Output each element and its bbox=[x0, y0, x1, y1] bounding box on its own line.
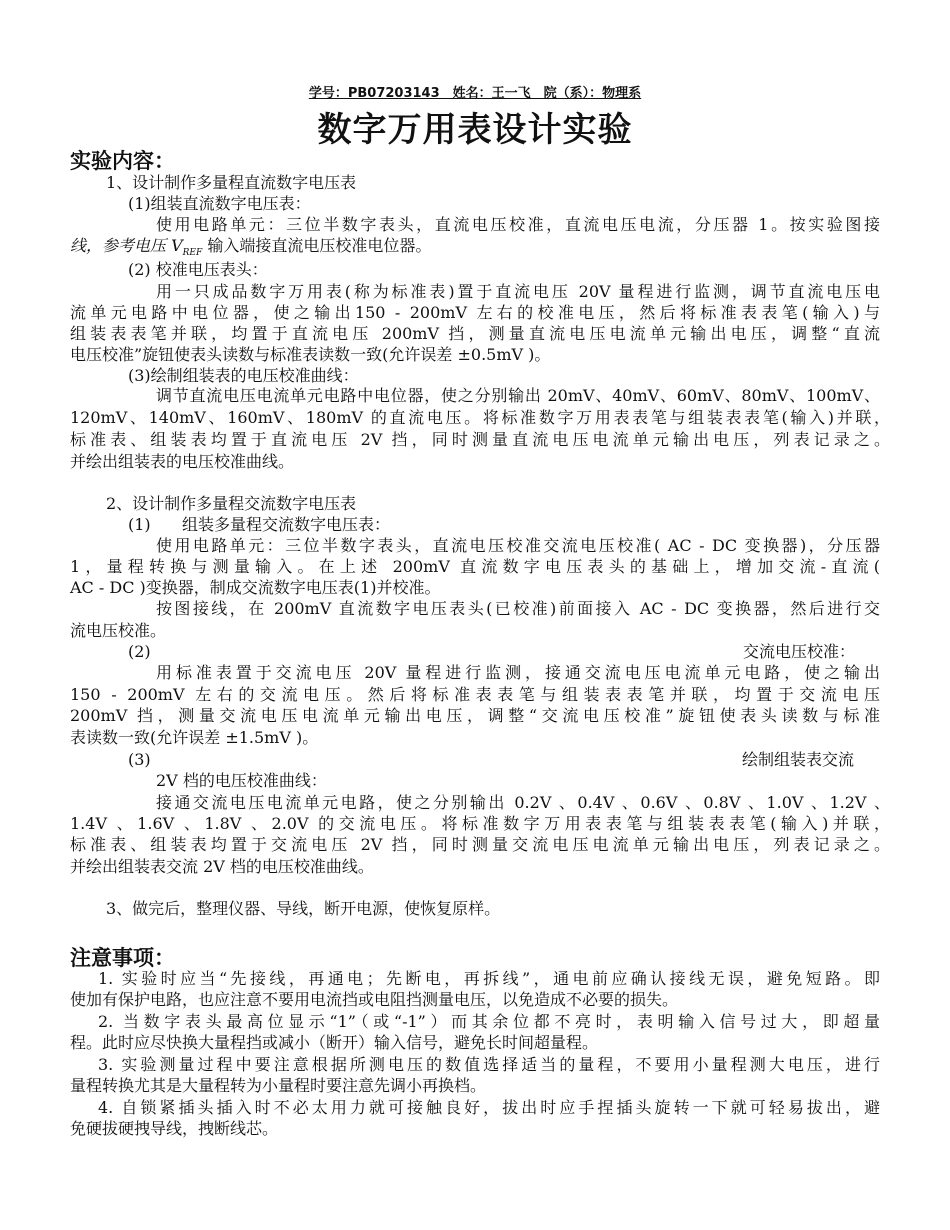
paragraph-line: 1.4V 、1.6V 、1.8V 、2.0V 的交流电压。将标准数字万用表表笔与组装表表笔(输入)并联， bbox=[70, 814, 890, 833]
paragraph-line: 并绘出组装表的电压校准曲线。 bbox=[70, 452, 295, 471]
section-heading-content: 实验内容： bbox=[70, 149, 175, 173]
section-heading-notes: 注意事项： bbox=[70, 946, 175, 970]
subitem-2-2-title: 交流电压校准： bbox=[743, 642, 856, 661]
item-2-title: 2、设计制作多量程交流数字电压表 bbox=[106, 494, 357, 513]
item-3-title: 3、做完后，整理仪器、导线，断开电源，使恢复原样。 bbox=[106, 899, 501, 918]
paragraph-line: 调节直流电压电流单元电路中电位器，使之分别输出 20mV、40mV、60mV、80mV、100mV、 bbox=[156, 386, 880, 405]
paragraph-line: 1，量程转换与测量输入。在上述 200mV 直流数字电压表头的基础上，增加交流-直流( bbox=[70, 557, 880, 576]
note-line: 量程转换尤其是大量程转为小量程时要注意先调小再换档。 bbox=[70, 1076, 487, 1095]
paragraph-line: 流电压校准。 bbox=[70, 621, 167, 640]
subitem-2-3-title: 绘制组装表交流 bbox=[742, 750, 855, 769]
subitem-2-3-number: (3) bbox=[128, 750, 151, 769]
paragraph-line: 使用电路单元：三位半数字表头，直流电压校准交流电压校准( AC - DC 变换器)，分压器 bbox=[156, 536, 880, 555]
note-line: 免硬拔硬拽导线，拽断线芯。 bbox=[70, 1119, 279, 1138]
subitem-1-2: (2) 校准电压表头： bbox=[128, 260, 268, 279]
paragraph-line: 用一只成品数字万用表(称为标准表)置于直流电压 20V 量程进行监测，调节直流电压电 bbox=[156, 282, 880, 301]
document-title: 数字万用表设计实验 bbox=[317, 110, 633, 150]
item-1-title: 1、设计制作多量程直流数字电压表 bbox=[106, 173, 357, 192]
subitem-2-1-title: 组装多量程交流数字电压表： bbox=[182, 515, 391, 534]
paragraph-line: 使用电路单元：三位半数字表头，直流电压校准，直流电压电流，分压器 1。按实验图接 bbox=[156, 215, 880, 234]
paragraph-line: 表读数一致(允许误差 ±1.5mV )。 bbox=[70, 728, 319, 747]
paragraph-line: 150 - 200mV 左右的交流电压。然后将标准表表笔与组装表表笔并联，均置于交流电压 bbox=[70, 685, 880, 704]
paragraph-line: 并绘出组装表交流 2V 档的电压校准曲线。 bbox=[70, 857, 374, 876]
subitem-2-2-number: (2) bbox=[128, 642, 151, 661]
paragraph-line: 200mV 挡，测量交流电压电流单元输出电压，调整“交流电压校准”旋钮使表头读数与标准 bbox=[70, 706, 880, 725]
paragraph-line: 组装表表笔并联，均置于直流电压 200mV 挡，测量直流电压电流单元输出电压，调整“直流 bbox=[70, 324, 880, 343]
note-line: 2. 当数字表头最高位显示“1”（或“-1”）而其余位都不亮时，表明输入信号过大，即超量 bbox=[98, 1012, 880, 1031]
note-line: 1. 实验时应当“先接线，再通电；先断电，再拆线”，通电前应确认接线无误，避免短路。即 bbox=[98, 969, 880, 988]
paragraph-line: 用标准表置于交流电压 20V 量程进行监测，接通交流电压电流单元电路，使之输出 bbox=[156, 663, 880, 682]
note-line: 4. 自锁紧插头插入时不必太用力就可接触良好，拔出时应手捏插头旋转一下就可轻易拔出，避 bbox=[98, 1098, 880, 1117]
paragraph-line: 流单元电路中电位器，使之输出150 - 200mV 左右的校准电压，然后将标准表表笔(输入)与 bbox=[70, 303, 880, 322]
paragraph-line: 线，参考电压 $V_{REF}$ 输入端接直流电压校准电位器。 bbox=[70, 236, 432, 259]
paragraph-line: 标准表、组装表均置于交流电压 2V 挡，同时测量交流电压电流单元输出电压，列表记录之。 bbox=[70, 835, 890, 854]
note-line: 程。此时应尽快换大量程挡或减小（断开）输入信号，避免长时间超量程。 bbox=[70, 1033, 599, 1052]
paragraph-line: 按图接线，在 200mV 直流数字电压表头(已校准)前面接入 AC - DC 变换器，然后进行交 bbox=[156, 599, 880, 618]
student-info-header: 学号：PB07203143 姓名：王一飞 院（系）：物理系 bbox=[308, 86, 642, 101]
paragraph-line: 2V 档的电压校准曲线： bbox=[156, 771, 327, 790]
paragraph-line: AC - DC )变换器，制成交流数字电压表(1)并校准。 bbox=[70, 578, 441, 597]
paragraph-line: 接通交流电压电流单元电路，使之分别输出 0.2V 、0.4V 、0.6V 、0.8V 、1.0V 、1.2V 、 bbox=[156, 793, 890, 812]
note-line: 3. 实验测量过程中要注意根据所测电压的数值选择适当的量程，不要用小量程测大电压，进行 bbox=[98, 1055, 880, 1074]
paragraph-line: 电压校准”旋钮使表头读数与标准表读数一致(允许误差 ±0.5mV )。 bbox=[70, 345, 551, 364]
paragraph-line: 标准表、组装表均置于直流电压 2V 挡，同时测量直流电压电流单元输出电压，列表记录之。 bbox=[70, 430, 890, 449]
subitem-1-1: (1)组装直流数字电压表： bbox=[128, 194, 311, 213]
subitem-2-1-number: (1) bbox=[128, 515, 151, 534]
subitem-1-3: (3)绘制组装表的电压校准曲线： bbox=[128, 366, 359, 385]
note-line: 使加有保护电路，也应注意不要用电流挡或电阻挡测量电压，以免造成不必要的损失。 bbox=[70, 990, 679, 1009]
paragraph-line: 120mV、140mV、160mV、180mV 的直流电压。将标准数字万用表表笔与组装表表笔(输入)并联， bbox=[70, 408, 890, 427]
